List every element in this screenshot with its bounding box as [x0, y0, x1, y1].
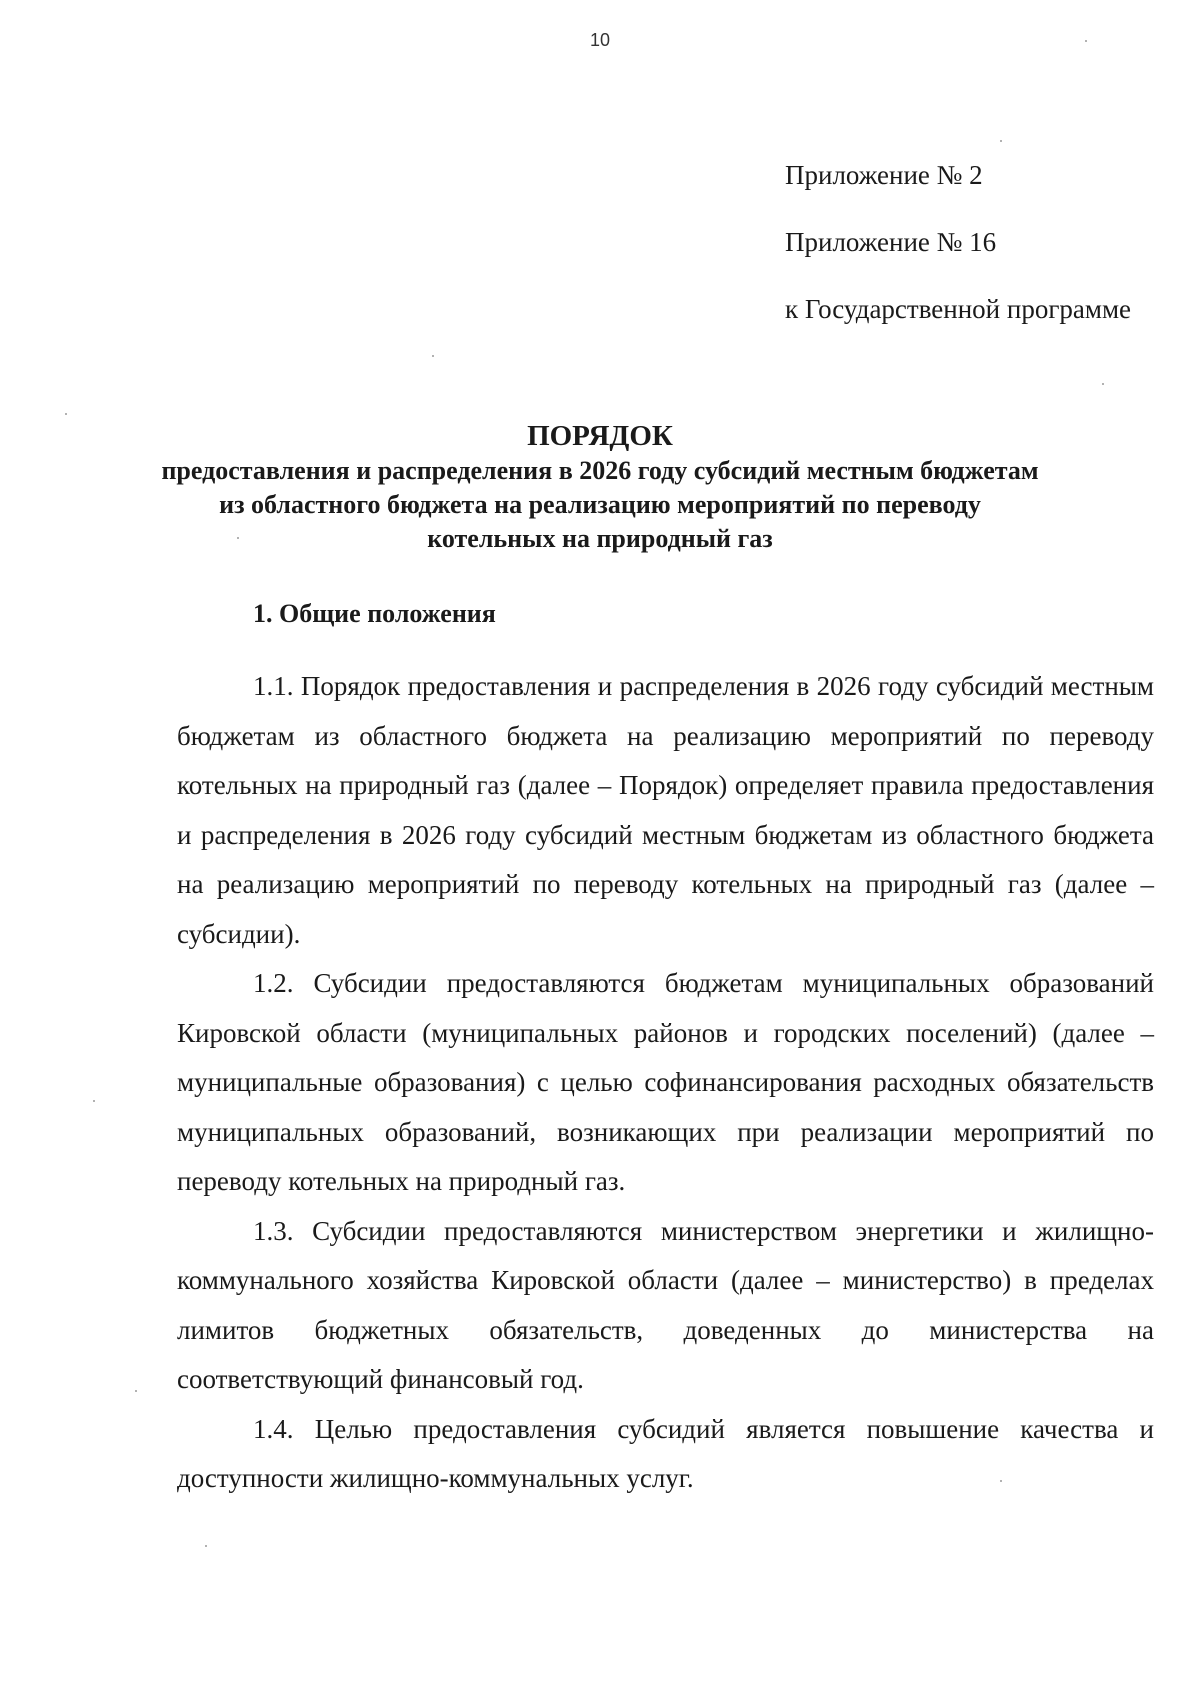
scan-speck [1085, 40, 1087, 42]
scan-speck [135, 1390, 137, 1392]
scan-speck [93, 1100, 95, 1102]
scan-speck [1102, 383, 1104, 385]
scan-speck [1000, 1480, 1002, 1482]
document-subtitle-line-1: предоставления и распределения в 2026 году субсидий местным бюджетам [161, 456, 1039, 485]
section-heading: 1. Общие положения [253, 599, 496, 628]
document-title-block [150, 418, 1050, 556]
document-subtitle-line-3: котельных на природный газ [427, 524, 773, 553]
scan-speck [205, 1545, 207, 1547]
scan-speck [1000, 140, 1002, 142]
body-text [177, 662, 1154, 1504]
appendix-line-3: к Государственной программе [785, 294, 1132, 324]
document-subtitle-line-2: из областного бюджета на реализацию мероприятий по переводу [219, 490, 981, 519]
scan-speck [237, 537, 239, 539]
paragraph-1-3: 1.3. Субсидии предоставляются министерством энергетики и жилищно-коммунального хозяйства Кировской области (далее – министерство) в пределах лимитов бюджетных обязательств, доведенных до министерства на соответствующий финансовый год. [177, 1215, 1154, 1394]
appendix-line-1: Приложение № 2 [785, 160, 983, 190]
scan-speck [65, 413, 67, 415]
paragraph-1-2: 1.2. Субсидии предоставляются бюджетам муниципальных образований Кировской области (муниципальных районов и городских поселений) (далее – муниципальные образования) с целью софинансирования расходных обязательств муниципальных образований, возникающих при реализации мероприятий по переводу котельных на природный газ. [177, 968, 1154, 1196]
appendix-line-2: Приложение № 16 [785, 227, 997, 257]
paragraph-1-1: 1.1. Порядок предоставления и распределения в 2026 году субсидий местным бюджетам из областного бюджета на реализацию мероприятий по переводу котельных на природный газ (далее – Порядок) определяет правила предоставления и распределения в 2026 году субсидий местным бюджетам из областного бюджета на реализацию мероприятий по переводу котельных на природный газ (далее – субсидии). [177, 671, 1154, 949]
scan-speck [432, 355, 434, 357]
paragraph-1-4: 1.4. Целью предоставления субсидий является повышение качества и доступности жилищно-коммунальных услуг. [177, 1413, 1154, 1493]
document-title: ПОРЯДОК [527, 420, 673, 452]
page-number: 10 [589, 30, 611, 50]
